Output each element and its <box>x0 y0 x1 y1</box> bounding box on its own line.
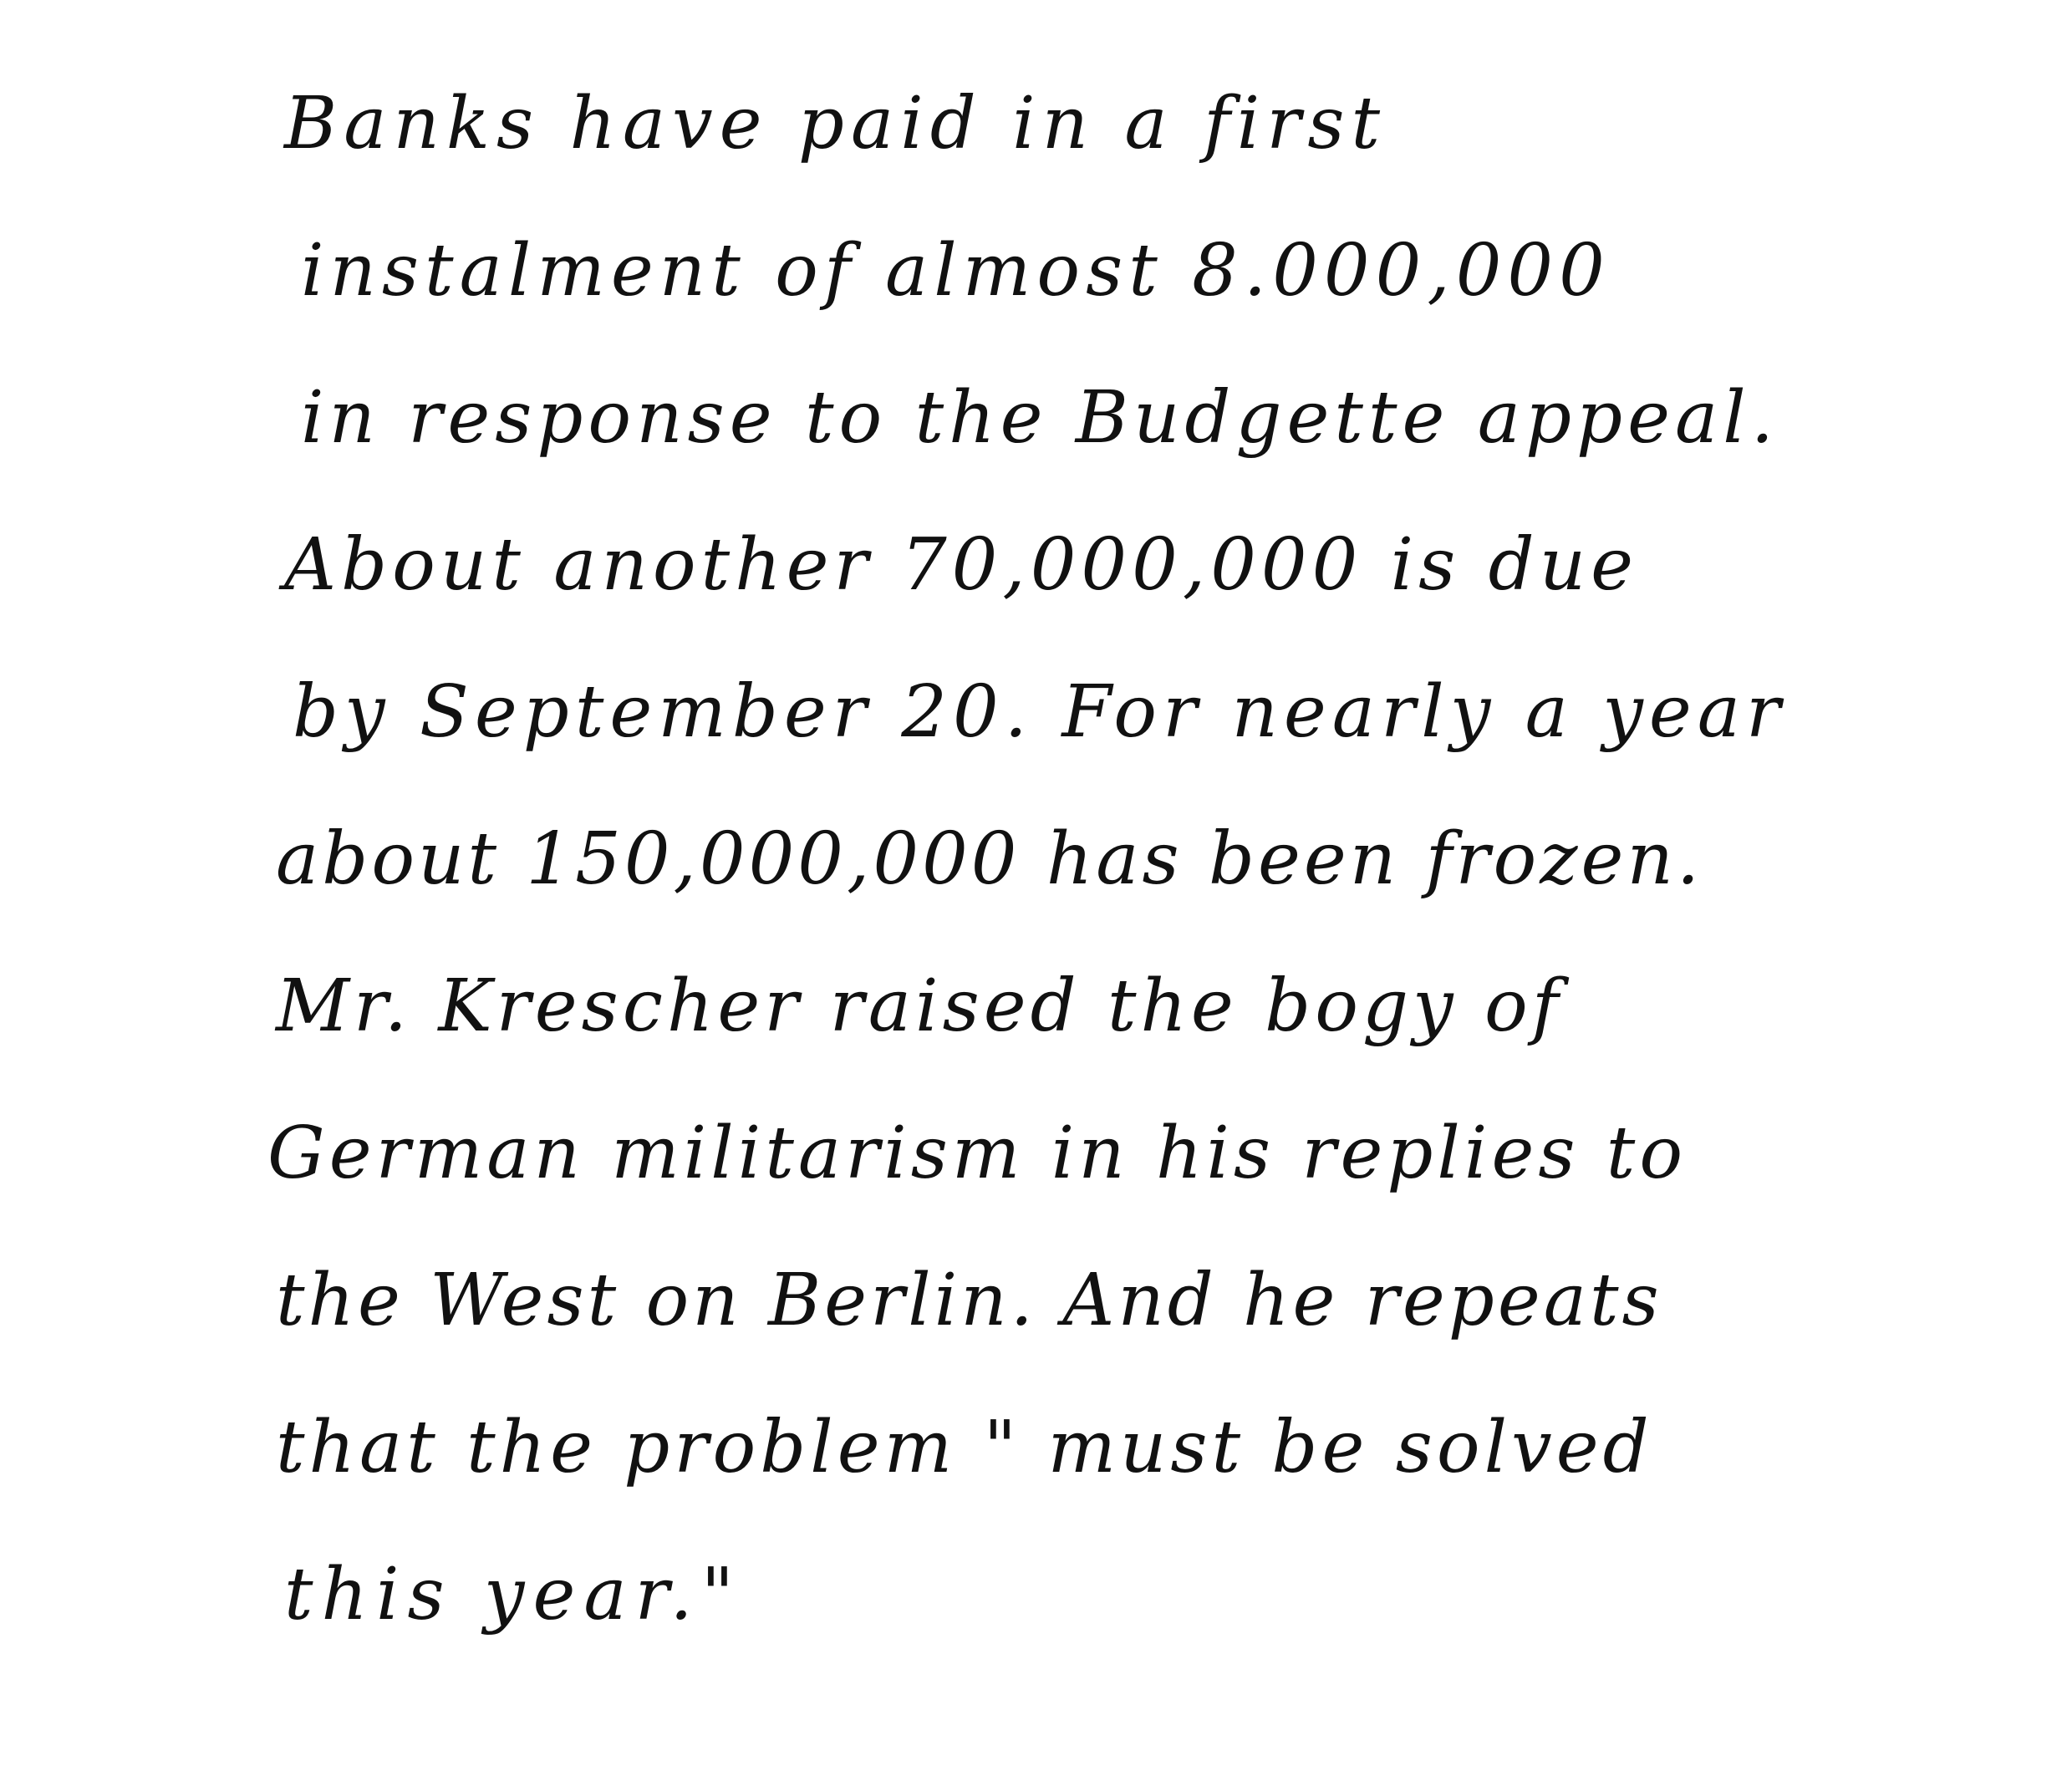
text-line-4: About another 70,000,000 is due <box>284 523 1638 607</box>
text-line-11: this year." <box>284 1553 743 1636</box>
handwritten-text <box>267 50 1906 1668</box>
text-line-1: Banks have paid in a first <box>284 82 1387 165</box>
text-line-7: Mr. Krescher raised the bogy of <box>276 964 1563 1048</box>
text-line-9: the West on Berlin. And he repeats <box>276 1259 1662 1342</box>
text-line-10: that the problem " must be solved <box>276 1406 1653 1489</box>
text-line-5: by September 20. For nearly a year <box>293 670 1787 754</box>
text-line-3: in response to the Budgette appeal. <box>301 376 1779 460</box>
text-line-2: instalment of almost 8.000,000 <box>301 229 1611 313</box>
text-line-6: about 150,000,000 has been frozen. <box>276 817 1703 901</box>
text-line-8: German militarism in his replies to <box>267 1112 1688 1195</box>
